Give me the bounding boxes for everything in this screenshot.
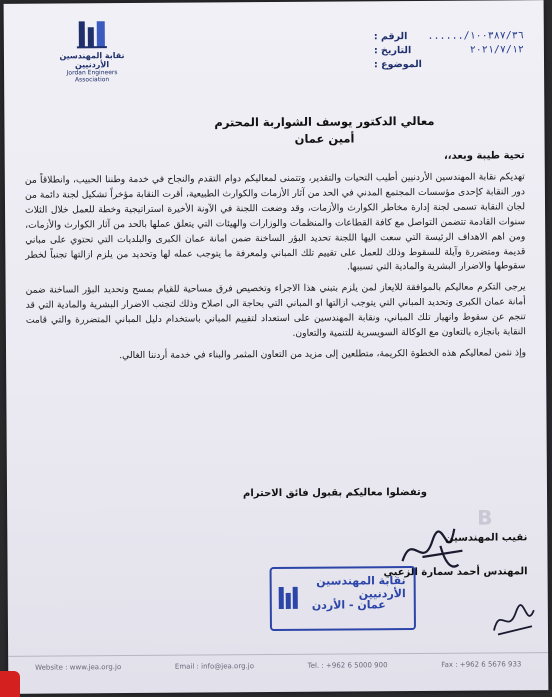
addressee bbox=[204, 113, 444, 149]
date-value: ٢٠٢١/٧/١٢ bbox=[469, 43, 524, 56]
body-paragraph-3: وإذ نثمن لمعاليكم هذه الخطوة الكريمة، متطلعين إلى مزيد من التعاون المثمر والبناء في خدمة أردننا الغالي. bbox=[119, 347, 527, 362]
ref-row bbox=[374, 28, 524, 43]
signatory-name: المهندس أحمد سمارة الزعبي bbox=[383, 566, 528, 579]
ref-label: الرقم : bbox=[373, 30, 408, 42]
logo-arabic-name: نقابة المهندسين الأردنيين bbox=[59, 51, 125, 70]
association-logo bbox=[52, 17, 132, 84]
letter-body bbox=[25, 170, 526, 366]
stamp-emblem-icon bbox=[278, 585, 300, 611]
jea-emblem-icon bbox=[75, 17, 109, 51]
subject-row bbox=[374, 56, 524, 71]
closing-line: وتفضلوا معاليكم بقبول فائق الاحترام bbox=[242, 486, 428, 500]
initials-scribble bbox=[490, 600, 538, 640]
watermark-letter: B bbox=[477, 505, 493, 530]
addressee-title: أمين عمان bbox=[294, 131, 355, 146]
logo-english-name: Jordan Engineers Association bbox=[66, 69, 118, 84]
letter-meta bbox=[374, 28, 524, 71]
date-label: التاريخ : bbox=[373, 44, 412, 56]
signature-block bbox=[307, 520, 528, 579]
official-stamp bbox=[270, 566, 416, 631]
greeting: تحية طيبة وبعد،، bbox=[443, 150, 525, 162]
subject-label: الموضوع : bbox=[373, 58, 422, 70]
date-row bbox=[374, 42, 524, 57]
body-paragraph-2: يرجى التكرم معاليكم بالموافقة للايعاز لمن يلزم بتبني هذا الاجراء وتخصيص فرق مساحية للقيام بمسح وتحديد البؤر الساخنة ضمن أمانة عمان الكبرى وتحديد المباني التي يتوجب ازالتها او المباني التي بحاجة الى اصلاح وذلك لتجنب الاضرار البشرية والمادية التي قد تنجم عن سقوط وانهيار تلك المباني، ونقابة المهندسين على استعداد لتقييم المباني باستخدام دليل المباني المتضررة والتي قامت النقابة بانجازه بالتعاون مع الوكالة السويسرية للتنمية والتعاون. bbox=[25, 281, 526, 339]
stamp-line-2: عمان - الأردن bbox=[311, 598, 386, 612]
signatory-title: نقيب المهندسين bbox=[444, 532, 528, 544]
stamp-line-1: نقابة المهندسين الأردنيين bbox=[316, 574, 406, 601]
footer-tel: Tel. : +962 6 5000 900 bbox=[307, 661, 388, 670]
footer-website: Website : www.jea.org.jo bbox=[35, 663, 122, 672]
footer-email: Email : info@jea.org.jo bbox=[174, 662, 254, 671]
addressee-name: معالي الدكتور يوسف الشواربة المحترم bbox=[214, 113, 435, 130]
ref-value: ١٠٠٣٨٧/٣٦/...... bbox=[427, 29, 524, 42]
body-paragraph-1: تهديكم نقابة المهندسين الأردنيين أطيب التحيات والتقدير، وتتمنى لمعاليكم دوام التقدم والنجاح في خدمة وطننا الحبيب، وانطلاقاً من دور النقابة كإحدى مؤسسات المجتمع المدني في الحد من آثار الأزمات والكوارث الطبيعية، أقرت النقابة مؤخراً تشكيل لجنة دائمة من لجان النقابة تسمى لجنة إدارة مخاطر الكوارث والأزمات، وقد وضعت اللجنة في الآونة الأخيرة استراتيجية وخطة للعمل خلال الثلاث سنوات القادمة تتضمن التواصل مع كافة القطاعات والمنظمات والوزارات والهيئات التي يتعلق عملها بالحد من آثار الكوارث والأزمات، ومن اهم الاهداف الرئيسة التي سعت اليها اللجنة تحديد البؤر الساخنة ضمن امانة عمان الكبرى والبلديات التي تحتوي على مباني قديمة ومتضررة وآيلة للسقوط وذلك للعمل على تقييم تلك المباني ولمعرفة ما يتوجب عمله لها وتحديد من يلزم ازالتها تجنباً لخطر سقوطها والاضرار البشرية والمادية التي تسببها. bbox=[24, 171, 526, 273]
letter-sheet bbox=[4, 0, 549, 694]
footer-fax: Fax : +962 6 5676 933 bbox=[441, 660, 522, 669]
corner-badge bbox=[0, 671, 20, 697]
letter-footer bbox=[8, 652, 548, 679]
